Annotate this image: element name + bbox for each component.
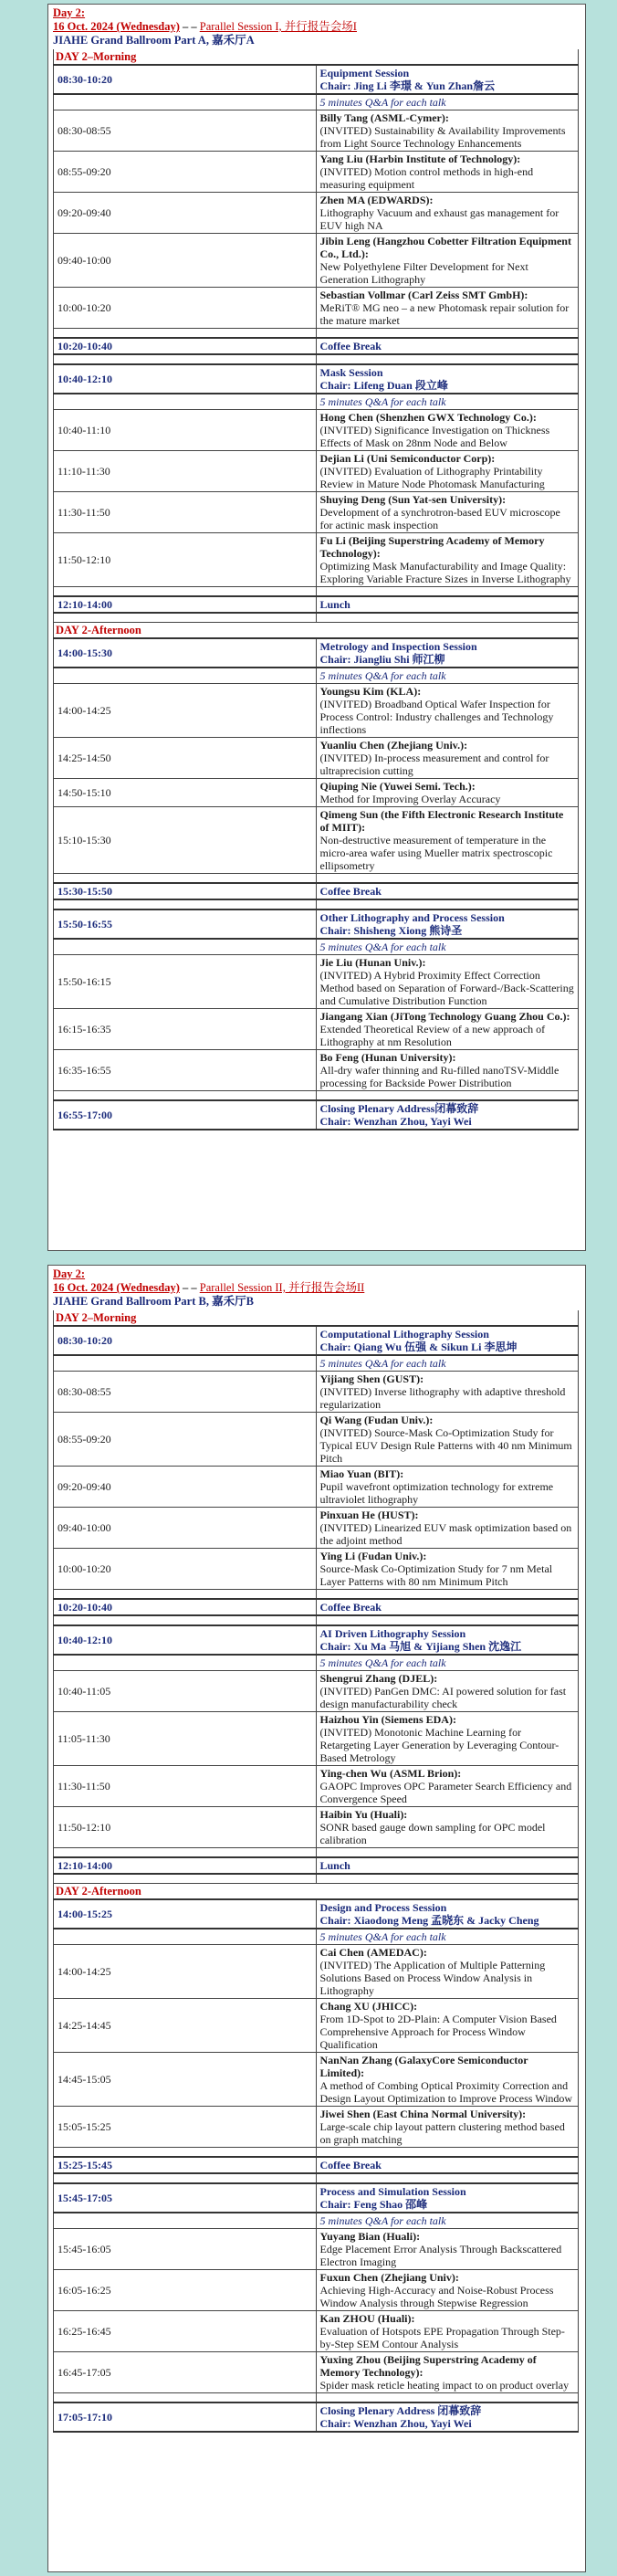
session-name: Process and Simulation Session: [319, 2185, 466, 2198]
qa-note: 5 minutes Q&A for each talk: [316, 939, 579, 955]
closing-row: [54, 1100, 579, 1130]
talk-title: Lithography Vacuum and exhaust gas management for EUV high NA: [319, 206, 559, 232]
talk-speaker: Yang Liu (Harbin Institute of Technology):: [319, 152, 521, 165]
talk-title: MeRiT® MG neo – a new Photomask repair solution for the mature market: [319, 301, 570, 327]
talk-speaker: Yuanliu Chen (Zhejiang Univ.):: [319, 739, 468, 752]
talk-row: [54, 1009, 579, 1050]
venue: JIAHE Grand Ballroom Part B, 嘉禾厅B: [53, 1295, 254, 1308]
date: 16 Oct. 2024 (Wednesday): [53, 20, 180, 33]
lunch-label: Lunch: [316, 596, 579, 613]
qa-note: 5 minutes Q&A for each talk: [316, 394, 579, 410]
talk-time: 15:45-16:05: [54, 2229, 317, 2270]
day-label: Day 2:: [53, 1267, 86, 1280]
talk-title: (INVITED) The Application of Multiple Patterning Solutions Based on Process Window Analysis in Lithography: [319, 1959, 546, 1997]
day-part-row: [54, 1884, 579, 1900]
talk-title: (INVITED) Significance Investigation on Thickness Effects of Mask on 28nm Node and Below: [319, 424, 550, 449]
lunch-label: Lunch: [316, 1857, 579, 1874]
session-name: Computational Lithography Session: [319, 1328, 489, 1341]
talk-time: 11:05-11:30: [54, 1712, 317, 1766]
talk-title: (INVITED) Sustainability & Availability Improvements from Light Source Technology Enhancements: [319, 124, 566, 150]
break-label: Coffee Break: [316, 883, 579, 899]
qa-note: 5 minutes Q&A for each talk: [316, 1655, 579, 1671]
day-label: Day 2:: [53, 6, 86, 19]
talk-time: 09:40-10:00: [54, 1508, 317, 1549]
qa-note: 5 minutes Q&A for each talk: [316, 668, 579, 684]
talk-row: [54, 110, 579, 152]
session-chair: Chair: Jing Li 李璟 & Yun Zhan詹云: [319, 79, 496, 92]
afternoon-label: DAY 2-Afternoon: [54, 623, 579, 639]
session-name: Other Lithography and Process Session: [319, 911, 505, 924]
talk-title: (INVITED) Monotonic Machine Learning for Retargeting Layer Generation by Leveraging Contour-Based Metrology: [319, 1726, 559, 1764]
talk-row: [54, 1372, 579, 1413]
talk-speaker: Miao Yuan (BIT):: [319, 1467, 404, 1480]
talk-row: [54, 451, 579, 492]
talk-time: 14:25-14:50: [54, 738, 317, 779]
schedule-table: [53, 1310, 579, 2433]
talk-row: [54, 193, 579, 234]
session-chair: Chair: Shisheng Xiong 熊诗圣: [319, 924, 463, 937]
talk-row: [54, 2107, 579, 2148]
session-row: [54, 1326, 579, 1355]
session-chair: Chair: Xu Ma 马旭 & Yijiang Shen 沈逸江: [319, 1640, 522, 1653]
date: 16 Oct. 2024 (Wednesday): [53, 1281, 180, 1294]
qa-note-row: [54, 94, 579, 110]
talk-row: [54, 1549, 579, 1590]
talk-speaker: Qiuping Nie (Yuwei Semi. Tech.):: [319, 780, 476, 793]
break-time: 10:20-10:40: [54, 338, 317, 354]
talk-time: 16:35-16:55: [54, 1050, 317, 1091]
talk-title: Optimizing Mask Manufacturability and Image Quality: Exploring Variable Fracture Sizes in Inverse Lithography: [319, 560, 571, 585]
talk-speaker: Zhen MA (EDWARDS):: [319, 194, 434, 206]
session-time: 14:00-15:30: [54, 638, 317, 668]
talk-row: [54, 2053, 579, 2107]
spacer-row: [54, 354, 579, 364]
talk-row: [54, 1945, 579, 1999]
session-time: 14:00-15:25: [54, 1899, 317, 1929]
talk-speaker: Jibin Leng (Hangzhou Cobetter Filtration Equipment Co., Ltd.):: [319, 235, 571, 260]
talk-speaker: Shengrui Zhang (DJEL):: [319, 1672, 438, 1685]
talk-time: 11:30-11:50: [54, 492, 317, 533]
talk-title: (INVITED) Source-Mask Co-Optimization Study for Typical EUV Design Rule Patterns with 40 nm Minimum Pitch: [319, 1426, 572, 1465]
qa-note-row: [54, 1355, 579, 1372]
talk-row: [54, 1712, 579, 1766]
talk-row: [54, 2311, 579, 2352]
session-row: [54, 638, 579, 668]
qa-note-row: [54, 1655, 579, 1671]
talk-speaker: Yuxing Zhou (Beijing Superstring Academy of Memory Technology):: [319, 2353, 537, 2379]
break-row: [54, 1599, 579, 1615]
session-time: 15:50-16:55: [54, 909, 317, 939]
date-line: [53, 20, 580, 34]
talk-row: [54, 2270, 579, 2311]
talk-title: GAOPC Improves OPC Parameter Search Efficiency and Convergence Speed: [319, 1780, 572, 1805]
talk-speaker: Shuying Deng (Sun Yat-sen University):: [319, 493, 507, 506]
talk-row: [54, 1413, 579, 1467]
closing-name: Closing Plenary Address闭幕致辞: [319, 1102, 479, 1115]
talk-row: [54, 807, 579, 874]
talk-row: [54, 152, 579, 193]
talk-row: [54, 533, 579, 587]
break-row: [54, 2157, 579, 2173]
talk-speaker: Jie Liu (Hunan Univ.):: [319, 956, 426, 969]
talk-speaker: Jiangang Xian (JiTong Technology Guang Zhou Co.):: [319, 1010, 570, 1023]
lunch-row: [54, 1857, 579, 1874]
session-header: [48, 1266, 585, 1310]
talk-row: [54, 1671, 579, 1712]
talk-time: 16:15-16:35: [54, 1009, 317, 1050]
talk-time: 08:30-08:55: [54, 110, 317, 152]
talk-title: Extended Theoretical Review of a new approach of Lithography at nm Resolution: [319, 1023, 546, 1048]
talk-title: (INVITED) Evaluation of Lithography Printability Review in Mature Node Photomask Manufacturing: [319, 465, 545, 490]
talk-row: [54, 1508, 579, 1549]
session-row: [54, 2183, 579, 2213]
talk-row: [54, 492, 579, 533]
talk-speaker: Pinxuan He (HUST):: [319, 1509, 419, 1521]
session-chair: Chair: Jiangliu Shi 师江柳: [319, 653, 445, 666]
talk-speaker: Haibin Yu (Huali):: [319, 1808, 408, 1821]
talk-title: Development of a synchrotron-based EUV microscope for actinic mask inspection: [319, 506, 560, 531]
venue: JIAHE Grand Ballroom Part A, 嘉禾厅A: [53, 34, 255, 47]
talk-speaker: Cai Chen (AMEDAC):: [319, 1946, 427, 1959]
talk-speaker: Youngsu Kim (KLA):: [319, 685, 422, 698]
session-row: [54, 1899, 579, 1929]
talk-title: Method for Improving Overlay Accuracy: [319, 793, 501, 805]
closing-time: 16:55-17:00: [54, 1100, 317, 1130]
qa-note-row: [54, 394, 579, 410]
talk-title: Large-scale chip layout pattern clustering method based on graph matching: [319, 2120, 565, 2146]
talk-time: 11:50-12:10: [54, 1807, 317, 1848]
talk-row: [54, 1467, 579, 1508]
talk-row: [54, 1766, 579, 1807]
session-name: Mask Session: [319, 366, 383, 379]
session-chair: Chair: Lifeng Duan 段立峰: [319, 379, 448, 392]
day-part-row: [54, 49, 579, 65]
talk-row: [54, 2352, 579, 2393]
talk-title: Evaluation of Hotspots EPE Propagation Through Step-by-Step SEM Contour Analysis: [319, 2325, 565, 2350]
qa-note: 5 minutes Q&A for each talk: [316, 1929, 579, 1945]
talk-row: [54, 738, 579, 779]
session-time: 10:40-12:10: [54, 1625, 317, 1655]
talk-speaker: Fu Li (Beijing Superstring Academy of Memory Technology):: [319, 534, 545, 560]
talk-title: (INVITED) Inverse lithography with adaptive threshold regularization: [319, 1385, 566, 1411]
session-header: [48, 5, 585, 49]
dash: – –: [179, 1281, 200, 1294]
talk-time: 08:55-09:20: [54, 1413, 317, 1467]
talk-row: [54, 779, 579, 807]
spacer-row: [54, 1848, 579, 1858]
talk-row: [54, 234, 579, 288]
break-label: Coffee Break: [316, 1599, 579, 1615]
session-row: [54, 909, 579, 939]
schedule-table: [53, 49, 579, 1130]
talk-title: (INVITED) Linearized EUV mask optimization based on the adjoint method: [319, 1521, 572, 1547]
talk-time: 10:00-10:20: [54, 1549, 317, 1590]
session-chair: Chair: Xiaodong Meng 孟晓东 & Jacky Cheng: [319, 1914, 539, 1927]
morning-label: DAY 2–Morning: [54, 49, 579, 65]
talk-title: Non-destructive measurement of temperature in the micro-area wafer using Mueller matrix spectroscopic ellipsometry: [319, 834, 553, 872]
talk-time: 09:40-10:00: [54, 234, 317, 288]
talk-time: 09:20-09:40: [54, 193, 317, 234]
spacer-row: [54, 2393, 579, 2403]
talk-title: Edge Placement Error Analysis Through Backscattered Electron Imaging: [319, 2243, 562, 2268]
qa-note: 5 minutes Q&A for each talk: [316, 94, 579, 110]
talk-title: (INVITED) In-process measurement and control for ultraprecision cutting: [319, 752, 549, 777]
talk-speaker: Yuyang Bian (Huali):: [319, 2230, 421, 2243]
session-time: 08:30-10:20: [54, 1326, 317, 1355]
talk-time: 14:50-15:10: [54, 779, 317, 807]
talk-time: 15:10-15:30: [54, 807, 317, 874]
talk-title: (INVITED) Broadband Optical Wafer Inspection for Process Control: Industry challenges and Technology inflections: [319, 698, 554, 736]
session-row: [54, 1625, 579, 1655]
talk-time: 10:00-10:20: [54, 288, 317, 329]
session-name: Metrology and Inspection Session: [319, 640, 477, 653]
talk-speaker: Kan ZHOU (Huali):: [319, 2312, 415, 2325]
day-part-row: [54, 1310, 579, 1326]
talk-time: 16:05-16:25: [54, 2270, 317, 2311]
talk-title: A method of Combing Optical Proximity Correction and Design Layout Optimization to Improve Process Window: [319, 2079, 573, 2105]
talk-time: 09:20-09:40: [54, 1467, 317, 1508]
talk-time: 14:25-14:45: [54, 1999, 317, 2053]
lunch-time: 12:10-14:00: [54, 1857, 317, 1874]
talk-time: 14:45-15:05: [54, 2053, 317, 2107]
session-name: AI Driven Lithography Session: [319, 1627, 466, 1640]
closing-time: 17:05-17:10: [54, 2403, 317, 2432]
spacer-row: [54, 1615, 579, 1625]
talk-row: [54, 955, 579, 1009]
day-part-row: [54, 623, 579, 639]
talk-speaker: Ying-chen Wu (ASML Brion):: [319, 1767, 462, 1780]
talk-time: 08:55-09:20: [54, 152, 317, 193]
talk-row: [54, 1999, 579, 2053]
spacer-row: [54, 2173, 579, 2183]
break-label: Coffee Break: [316, 338, 579, 354]
qa-note: 5 minutes Q&A for each talk: [316, 2213, 579, 2229]
dash: – –: [179, 20, 200, 33]
closing-name: Closing Plenary Address 闭幕致辞: [319, 2404, 482, 2417]
qa-note: 5 minutes Q&A for each talk: [316, 1355, 579, 1372]
lunch-row: [54, 596, 579, 613]
talk-row: [54, 410, 579, 451]
talk-row: [54, 684, 579, 738]
spacer-row: [54, 1590, 579, 1600]
closing-row: [54, 2403, 579, 2432]
qa-note-row: [54, 939, 579, 955]
talk-title: Pupil wavefront optimization technology for extreme ultraviolet lithography: [319, 1480, 554, 1506]
spacer-row: [54, 874, 579, 884]
lunch-time: 12:10-14:00: [54, 596, 317, 613]
talk-speaker: Qi Wang (Fudan Univ.):: [319, 1414, 434, 1426]
afternoon-label: DAY 2-Afternoon: [54, 1884, 579, 1900]
talk-speaker: Yijiang Shen (GUST):: [319, 1372, 424, 1385]
talk-speaker: Chang XU (JHICC):: [319, 2000, 418, 2013]
talk-time: 15:50-16:15: [54, 955, 317, 1009]
session-name: Design and Process Session: [319, 1901, 447, 1914]
talk-title: (INVITED) Motion control methods in high-end measuring equipment: [319, 165, 534, 191]
talk-row: [54, 288, 579, 329]
talk-time: 11:30-11:50: [54, 1766, 317, 1807]
closing-chair: Chair: Wenzhan Zhou, Yayi Wei: [319, 2417, 472, 2430]
talk-speaker: NanNan Zhang (GalaxyCore Semiconductor Limited):: [319, 2054, 528, 2079]
talk-time: 10:40-11:05: [54, 1671, 317, 1712]
talk-title: (INVITED) PanGen DMC: AI powered solution for fast design manufacturability check: [319, 1685, 567, 1710]
talk-row: [54, 1050, 579, 1091]
break-time: 15:30-15:50: [54, 883, 317, 899]
break-time: 15:25-15:45: [54, 2157, 317, 2173]
talk-row: [54, 1807, 579, 1848]
session-row: [54, 65, 579, 94]
talk-time: 14:00-14:25: [54, 1945, 317, 1999]
spacer-row: [54, 587, 579, 597]
spacer-row: [54, 613, 579, 623]
parallel-session-1-card: [47, 4, 586, 1251]
talk-time: 16:25-16:45: [54, 2311, 317, 2352]
break-row: [54, 883, 579, 899]
date-line: [53, 1281, 580, 1295]
parallel-session-2-card: [47, 1265, 586, 2572]
parallel-title: Parallel Session I, 并行报告会场I: [199, 20, 357, 33]
talk-title: Achieving High-Accuracy and Noise-Robust Process Window Analysis through Stepwise Regression: [319, 2284, 554, 2309]
talk-speaker: Billy Tang (ASML-Cymer):: [319, 111, 449, 124]
talk-title: Source-Mask Co-Optimization Study for 7 nm Metal Layer Patterns with 80 nm Minimum Pitch: [319, 1562, 553, 1588]
spacer-row: [54, 1091, 579, 1101]
talk-title: New Polyethylene Filter Development for Next Generation Lithography: [319, 260, 528, 286]
talk-time: 11:10-11:30: [54, 451, 317, 492]
spacer-row: [54, 2148, 579, 2158]
break-label: Coffee Break: [316, 2157, 579, 2173]
talk-speaker: Haizhou Yin (Siemens EDA):: [319, 1713, 456, 1726]
session-time: 08:30-10:20: [54, 65, 317, 94]
talk-title: From 1D-Spot to 2D-Plain: A Computer Vision Based Comprehensive Approach for Process Window Qualification: [319, 2013, 557, 2051]
talk-time: 11:50-12:10: [54, 533, 317, 587]
qa-note-row: [54, 668, 579, 684]
session-time: 15:45-17:05: [54, 2183, 317, 2213]
session-name: Equipment Session: [319, 67, 410, 79]
talk-title: All-dry wafer thinning and Ru-filled nanoTSV-Middle processing for Backside Power Distribution: [319, 1064, 559, 1089]
talk-speaker: Fuxun Chen (Zhejiang Univ):: [319, 2271, 459, 2284]
talk-time: 10:40-11:10: [54, 410, 317, 451]
talk-title: Spider mask reticle heating impact to on product overlay: [319, 2379, 570, 2392]
talk-title: SONR based gauge down sampling for OPC model calibration: [319, 1821, 546, 1846]
talk-speaker: Hong Chen (Shenzhen GWX Technology Co.):: [319, 411, 537, 424]
qa-note-row: [54, 1929, 579, 1945]
closing-chair: Chair: Wenzhan Zhou, Yayi Wei: [319, 1115, 472, 1128]
talk-speaker: Dejian Li (Uni Semiconductor Corp):: [319, 452, 496, 465]
session-time: 10:40-12:10: [54, 364, 317, 394]
talk-time: 16:45-17:05: [54, 2352, 317, 2393]
parallel-title: Parallel Session II, 并行报告会场II: [199, 1281, 365, 1294]
morning-label: DAY 2–Morning: [54, 1310, 579, 1326]
talk-speaker: Qimeng Sun (the Fifth Electronic Research Institute of MIIT):: [319, 808, 564, 834]
spacer-row: [54, 1874, 579, 1884]
qa-note-row: [54, 2213, 579, 2229]
talk-time: 14:00-14:25: [54, 684, 317, 738]
spacer-row: [54, 899, 579, 909]
break-time: 10:20-10:40: [54, 1599, 317, 1615]
session-chair: Chair: Qiang Wu 伍强 & Sikun Li 李思坤: [319, 1341, 518, 1353]
talk-speaker: Bo Feng (Hunan University):: [319, 1051, 456, 1064]
break-row: [54, 338, 579, 354]
talk-time: 15:05-15:25: [54, 2107, 317, 2148]
session-row: [54, 364, 579, 394]
talk-speaker: Sebastian Vollmar (Carl Zeiss SMT GmbH):: [319, 289, 528, 301]
talk-row: [54, 2229, 579, 2270]
talk-time: 08:30-08:55: [54, 1372, 317, 1413]
talk-speaker: Ying Li (Fudan Univ.):: [319, 1550, 427, 1562]
talk-title: (INVITED) A Hybrid Proximity Effect Correction Method based on Separation of Forward-/Back-Scattering and Cumulative Distribution Function: [319, 969, 574, 1007]
spacer-row: [54, 329, 579, 339]
talk-speaker: Jiwei Shen (East China Normal University):: [319, 2108, 527, 2120]
session-chair: Chair: Feng Shao 邵峰: [319, 2198, 428, 2211]
